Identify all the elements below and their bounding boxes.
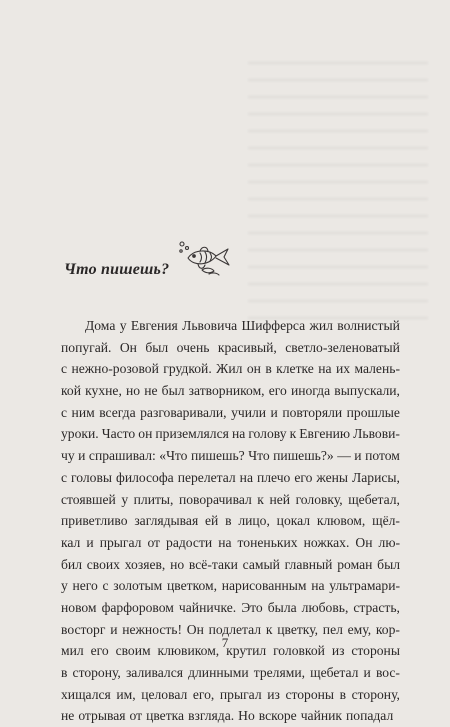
text-line: с нежно-розовой грудкой. Жил он в клетке на их малень- bbox=[61, 361, 400, 377]
text-line: у него с золотым цветком, нарисованным на ультрамари- bbox=[61, 578, 400, 594]
chapter-title: Что пишешь? bbox=[64, 261, 170, 278]
text-line: хищался им, целовал его, прыгал из стороны в сторону, bbox=[61, 686, 400, 702]
text-line: кой кухне, но не был затворником, его иногда выпускали, bbox=[61, 383, 400, 399]
text-line: с ним всегда разговаривали, учили и повторяли прошлые bbox=[61, 404, 400, 420]
text-line: стоявшей у плиты, поворачивал к ней головку, щебетал, bbox=[61, 491, 400, 507]
text-line: Дома у Евгения Львовича Шифферса жил волнистый bbox=[85, 318, 400, 333]
text-line: чу и спрашивал: «Что пишешь? Что пишешь?» — и потом bbox=[61, 448, 400, 464]
page-number: 7 bbox=[221, 635, 229, 650]
body-text bbox=[61, 315, 400, 727]
text-line: мил его своим клювиком, крутил головкой из стороны bbox=[61, 643, 400, 659]
text-line: бил своих хозяев, но всё-таки самый главный роман был bbox=[61, 556, 400, 572]
text-line: не отрывая от цветка взгляда. Но вскоре чайник попадал bbox=[61, 708, 394, 724]
text-line: попугай. Он был очень красивый, светло-зеленоватый bbox=[61, 339, 400, 355]
text-line: в сторону, заливался длинными трелями, щебетал и вос- bbox=[61, 665, 400, 680]
text-line: уроки. Часто он приземлялся на голову к Евгению Львови- bbox=[61, 426, 400, 442]
text-line: кал и прыгал от радости на тоненьких ножках. Он лю- bbox=[61, 534, 400, 550]
text-line: с головы философа перелетал на плечо его жены Ларисы, bbox=[61, 469, 400, 485]
bleed-through-text bbox=[248, 62, 428, 322]
fish-ornament-icon bbox=[176, 240, 232, 278]
text-line: новом фарфоровом чайничке. Это была любовь, страсть, bbox=[61, 599, 400, 615]
text-line: восторг и нежность! Он подлетал к цветку, пел ему, кор- bbox=[61, 621, 400, 637]
text-line: приветливо заглядывая ей в лицо, цокал клювом, щёл- bbox=[61, 513, 400, 529]
